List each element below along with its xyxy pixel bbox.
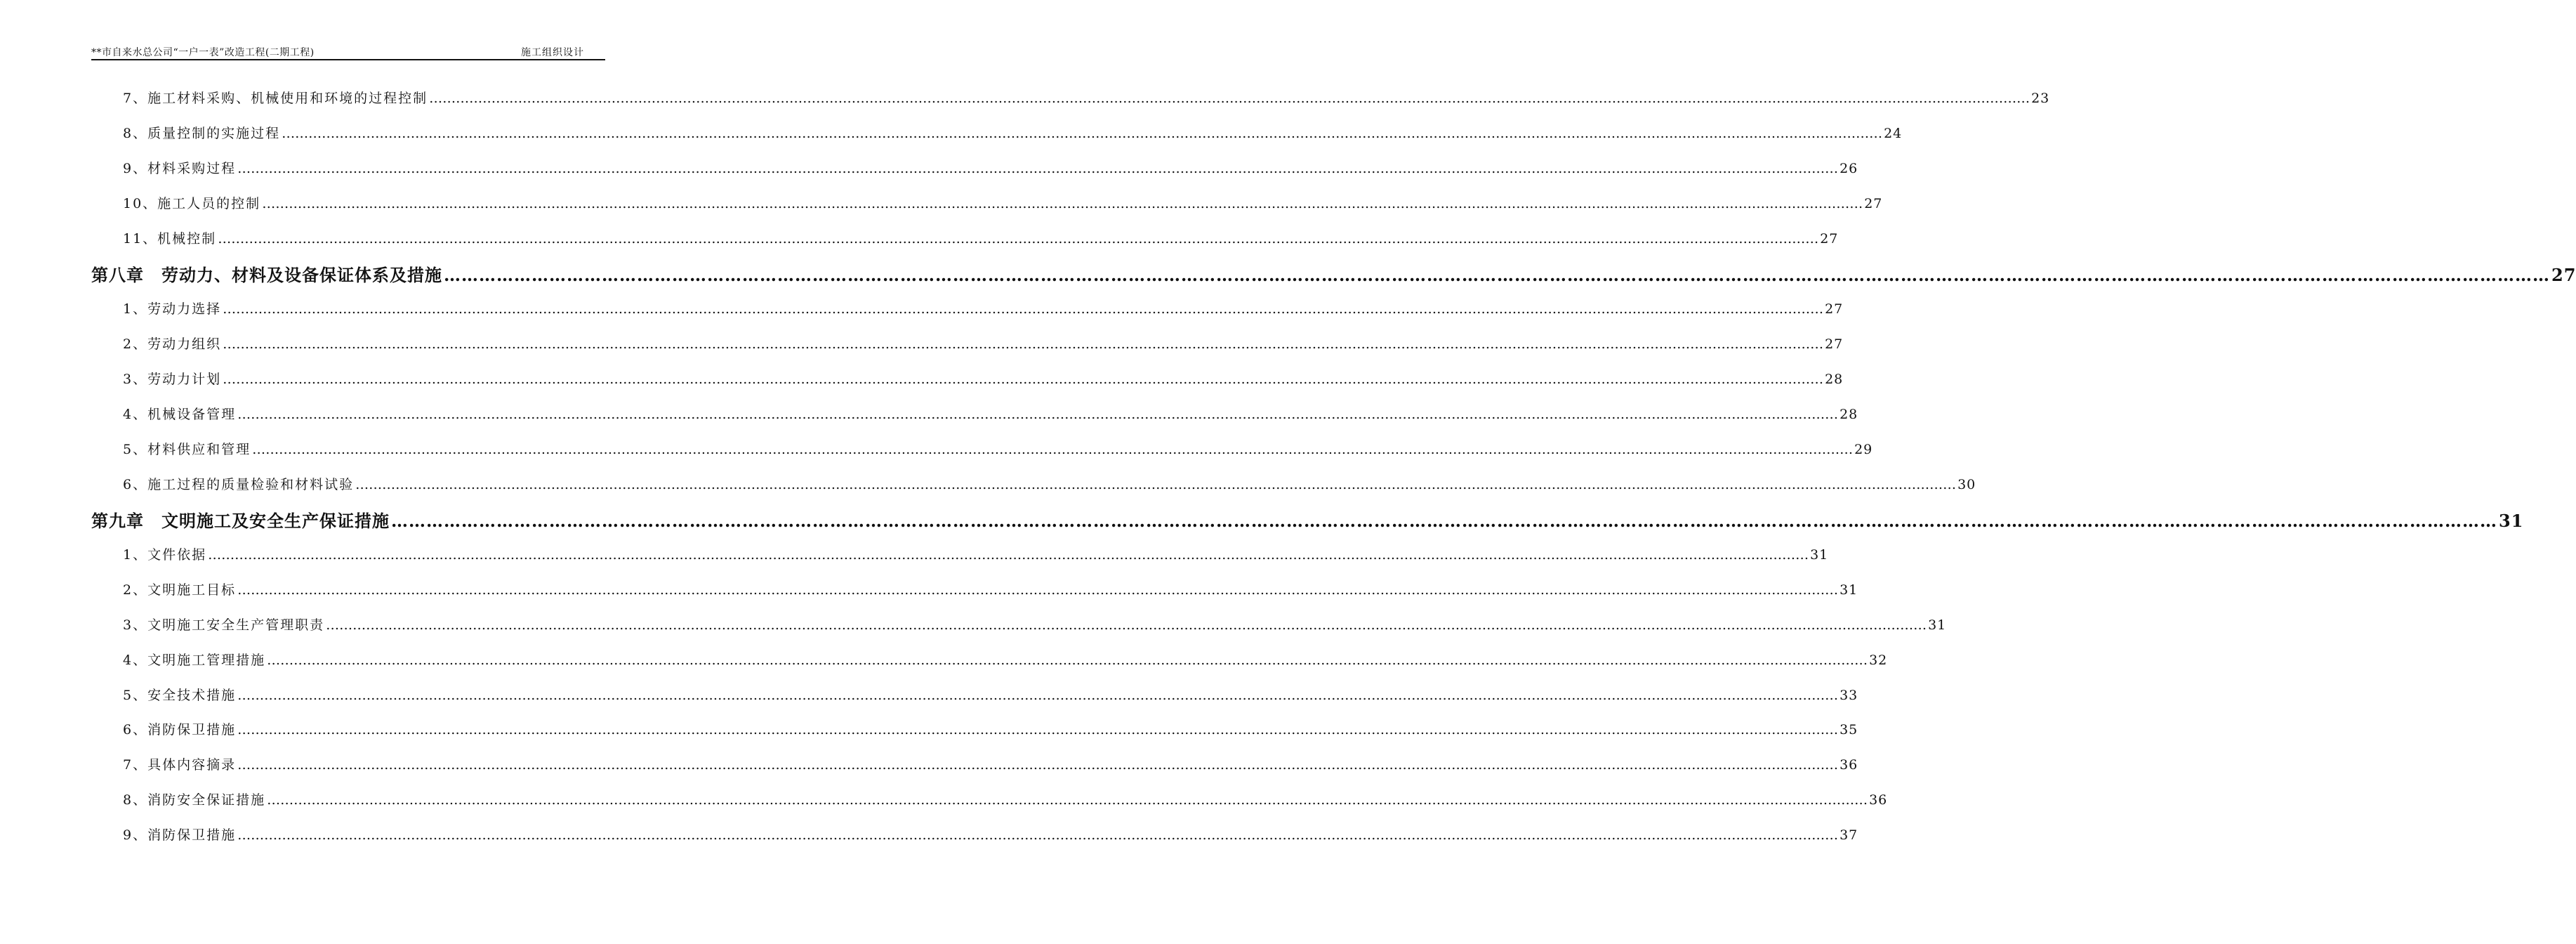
toc-entry[interactable] [123, 193, 1883, 212]
toc-page-number: 28 [1825, 372, 1844, 387]
toc-entry-title: 5、材料供应和管理 [123, 442, 251, 457]
toc-entry-title: 9、材料采购过程 [123, 161, 237, 176]
toc-entry[interactable] [123, 789, 1888, 808]
toc-dot-leader: ……………………………………………………………………………………………………………………………………………………………………………………………………………………………………………………………………………………………………………………………… [208, 547, 1809, 563]
toc-entry[interactable] [123, 404, 1858, 423]
toc-page-number: 35 [1839, 722, 1858, 738]
toc-dot-leader: ……………………………………………………………………………………………………………………………………………………………………………………………………………………………………………………………………………………………………………………………… [444, 265, 2550, 285]
toc-page-number: 37 [1839, 827, 1858, 843]
toc-dot-leader: ……………………………………………………………………………………………………………………………………………………………………………………………………………………………………………………………………………………………………………………………… [237, 688, 1839, 703]
toc-page-number: 28 [1839, 407, 1858, 422]
toc-dot-leader: ……………………………………………………………………………………………………………………………………………………………………………………………………………………………………………………………………………………………………………………………… [326, 617, 1927, 633]
toc-page-number: 31 [1928, 617, 1947, 633]
toc-entry[interactable] [123, 474, 1976, 493]
toc-entry[interactable] [123, 685, 1858, 704]
toc-dot-leader: ……………………………………………………………………………………………………………………………………………………………………………………………………………………………………………………………………………………………………………………………… [237, 827, 1839, 843]
toc-dot-leader: ……………………………………………………………………………………………………………………………………………………………………………………………………………………………………………………………………………………………………………………………… [262, 196, 1863, 211]
toc-entry[interactable] [123, 719, 1858, 738]
toc-dot-leader: ……………………………………………………………………………………………………………………………………………………………………………………………………………………………………………………………………………………………………………………………… [237, 582, 1839, 598]
toc-entry-title: 8、质量控制的实施过程 [123, 126, 281, 141]
toc-entry-title: 4、机械设备管理 [123, 407, 237, 422]
toc-dot-leader: ……………………………………………………………………………………………………………………………………………………………………………………………………………………………………………………………………………………………………………………………… [391, 511, 2497, 531]
toc-entry-title: 6、施工过程的质量检验和材料试验 [123, 477, 355, 492]
toc-entry[interactable] [123, 123, 1903, 142]
toc-entry[interactable] [123, 754, 1858, 773]
toc-page-number: 36 [1839, 757, 1858, 773]
toc-entry-title: 第八章 劳动力、材料及设备保证体系及措施 [91, 265, 442, 285]
toc-entry[interactable] [123, 579, 1858, 598]
toc-entry-title: 5、安全技术措施 [123, 688, 237, 703]
toc-entry[interactable] [123, 158, 1858, 177]
toc-entry-title: 7、具体内容摘录 [123, 757, 237, 773]
toc-page-number: 30 [1957, 477, 1976, 492]
toc-entry-title: 第九章 文明施工及安全生产保证措施 [91, 511, 390, 531]
toc-entry-title: 10、施工人员的控制 [123, 196, 261, 211]
toc-dot-leader: ……………………………………………………………………………………………………………………………………………………………………………………………………………………………………………………………………………………………………………………………… [237, 161, 1839, 176]
toc-entry[interactable] [123, 615, 1947, 634]
toc-entry[interactable] [123, 825, 1858, 844]
toc-page-number: 31 [1839, 582, 1858, 598]
toc-dot-leader: ……………………………………………………………………………………………………………………………………………………………………………………………………………………………………………………………………………………………………………………………… [223, 301, 1824, 317]
toc-page-number: 27 [2551, 265, 2576, 285]
toc-entry[interactable] [123, 650, 1888, 669]
toc-page-number: 27 [1864, 196, 1883, 211]
toc-page-number: 31 [2499, 511, 2524, 531]
toc-dot-leader: ……………………………………………………………………………………………………………………………………………………………………………………………………………………………………………………………………………………………………………………………… [237, 407, 1839, 422]
toc-page-number: 24 [1884, 126, 1903, 141]
toc-dot-leader: ……………………………………………………………………………………………………………………………………………………………………………………………………………………………………………………………………………………………………………………………… [282, 126, 1883, 141]
toc-entry-title: 2、劳动力组织 [123, 336, 222, 352]
toc-dot-leader: ……………………………………………………………………………………………………………………………………………………………………………………………………………………………………………………………………………………………………………………………… [223, 372, 1824, 387]
toc-dot-leader: ……………………………………………………………………………………………………………………………………………………………………………………………………………………………………………………………………………………………………………………………… [267, 653, 1868, 668]
toc-entry-title: 4、文明施工管理措施 [123, 653, 266, 668]
toc-dot-leader: ……………………………………………………………………………………………………………………………………………………………………………………………………………………………………………………………………………………………………………………………… [237, 722, 1839, 738]
toc-entry[interactable] [123, 88, 2050, 107]
toc-page-number: 29 [1854, 442, 1873, 457]
toc-page-number: 27 [1825, 301, 1844, 317]
toc-page-number: 27 [1820, 231, 1839, 247]
toc-entry-title: 9、消防保卫措施 [123, 827, 237, 843]
toc-entry-title: 2、文明施工目标 [123, 582, 237, 598]
toc-entry[interactable] [123, 439, 1873, 458]
toc-entry[interactable] [123, 369, 1844, 388]
toc-dot-leader: ……………………………………………………………………………………………………………………………………………………………………………………………………………………………………………………………………………………………………………………………… [429, 91, 2030, 106]
toc-page-number: 27 [1825, 336, 1844, 352]
toc-page-number: 31 [1810, 547, 1829, 563]
toc-dot-leader: ……………………………………………………………………………………………………………………………………………………………………………………………………………………………………………………………………………………………………………………………… [218, 231, 1819, 247]
toc-dot-leader: ……………………………………………………………………………………………………………………………………………………………………………………………………………………………………………………………………………………………………………………………… [267, 792, 1868, 808]
toc-page-number: 32 [1869, 653, 1888, 668]
toc-dot-leader: ……………………………………………………………………………………………………………………………………………………………………………………………………………………………………………………………………………………………………………………………… [252, 442, 1854, 457]
toc-page-number: 23 [2031, 91, 2050, 106]
toc-entry-title: 8、消防安全保证措施 [123, 792, 266, 808]
toc-dot-leader: ……………………………………………………………………………………………………………………………………………………………………………………………………………………………………………………………………………………………………………………………… [223, 336, 1824, 352]
header-section-title: 施工组织设计 [521, 47, 584, 58]
toc-page-number: 33 [1839, 688, 1858, 703]
toc-entry[interactable] [123, 299, 1844, 317]
toc-dot-leader: ……………………………………………………………………………………………………………………………………………………………………………………………………………………………………………………………………………………………………………………………… [355, 477, 1957, 492]
toc-entry-title: 1、文件依据 [123, 547, 207, 563]
toc-entry-title: 6、消防保卫措施 [123, 722, 237, 738]
toc-entry[interactable] [123, 544, 1829, 563]
toc-page-number: 36 [1869, 792, 1888, 808]
header-document-title: **市自来水总公司“一户一表”改造工程(二期工程) [91, 47, 315, 58]
toc-entry-title: 3、劳动力计划 [123, 372, 222, 387]
toc-entry-title: 1、劳动力选择 [123, 301, 222, 317]
toc-entry[interactable] [123, 334, 1844, 353]
toc-chapter-entry[interactable] [91, 261, 2576, 286]
toc-entry-title: 7、施工材料采购、机械使用和环境的过程控制 [123, 91, 428, 106]
toc-entry[interactable] [123, 228, 1839, 247]
toc-chapter-entry[interactable] [91, 507, 2524, 532]
toc-page-number: 26 [1839, 161, 1858, 176]
toc-entry-title: 11、机械控制 [123, 231, 217, 247]
toc-dot-leader: ……………………………………………………………………………………………………………………………………………………………………………………………………………………………………………………………………………………………………………………………… [237, 757, 1839, 773]
toc-entry-title: 3、文明施工安全生产管理职责 [123, 617, 325, 633]
